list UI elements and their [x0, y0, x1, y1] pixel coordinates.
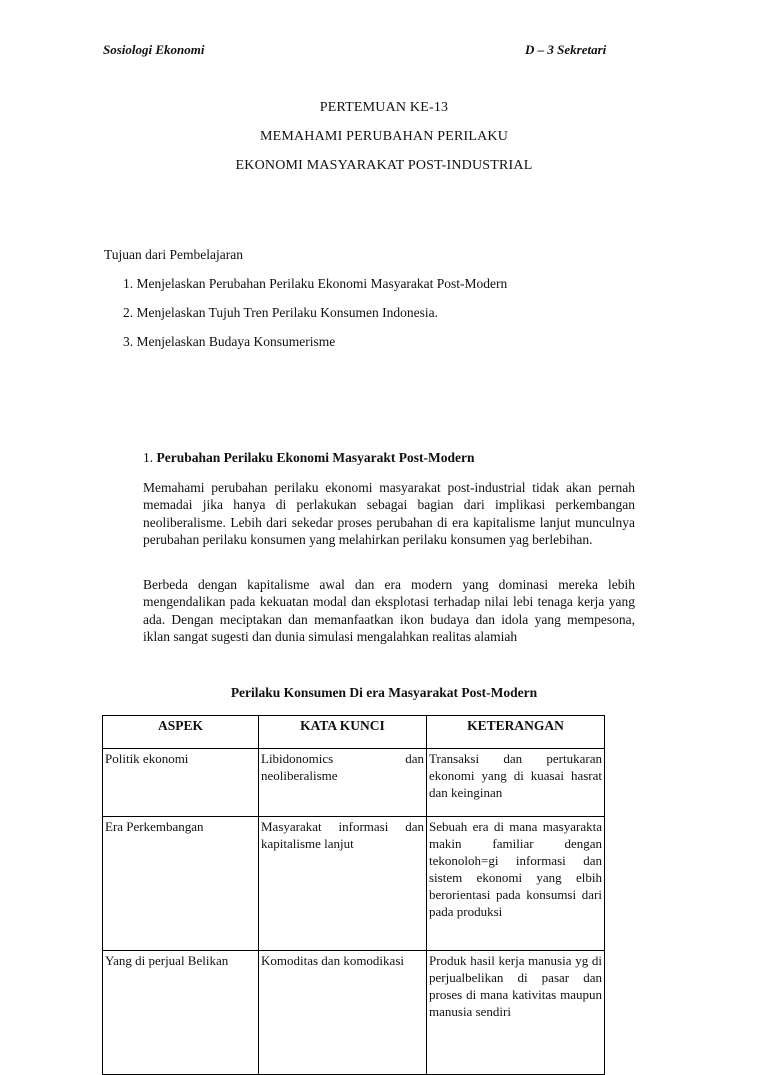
section-heading	[143, 450, 475, 466]
title-line-3: EKONOMI MASYARAKAT POST-INDUSTRIAL	[235, 158, 533, 173]
column-header-kata-kunci: KATA KUNCI	[259, 716, 427, 749]
title-meeting: PERTEMUAN KE-13	[319, 100, 449, 115]
column-header-keterangan: KETERANGAN	[427, 716, 605, 749]
section-paragraph: Memahami perubahan perilaku ekonomi masyarakat post-industrial tidak akan pernah memadai jika hanya di perlakukan sebagai bagian dari implikasi perkembangan neoliberalisme. Lebih dari sekedar proses perubahan di era kapitalisme lanjut munculnya perubahan perilaku konsumen yang melahirkan perilaku konsumen yag berlebihan.	[143, 480, 635, 548]
objective-item: 1. Menjelaskan Perubahan Perilaku Ekonomi Masyarakat Post-Modern	[123, 276, 508, 291]
cell-kata-kunci: Masyarakat informasi dan kapitalisme lanjut	[259, 817, 427, 951]
objective-item: 2. Menjelaskan Tujuh Tren Perilaku Konsumen Indonesia.	[123, 305, 438, 320]
cell-aspek: Era Perkembangan	[103, 817, 259, 951]
cell-keterangan: Produk hasil kerja manusia yg di perjualbelikan di pasar dan proses di mana kativitas maupun manusia sendiri	[427, 951, 605, 1075]
cell-kata-kunci: Libidonomics dan neoliberalisme	[259, 749, 427, 817]
header-program-name: D – 3 Sekretari	[525, 42, 607, 57]
section-paragraph: Berbeda dengan kapitalisme awal dan era modern yang dominasi mereka lebih mengendalikan pada kekuatan modal dan eksplotasi terhadap nilai lebi tenaga kerja yang ada. Dengan meciptakan dan memanfaatkan ikon budaya dan idola yang mempesona, iklan sangat sugesti dan dunia simulasi mengalahkan realitas alamiah	[143, 577, 635, 645]
header-course-name: Sosiologi Ekonomi	[103, 42, 205, 57]
table-row	[103, 951, 605, 1075]
table-caption: Perilaku Konsumen Di era Masyarakat Post-Modern	[230, 685, 538, 700]
cell-keterangan: Transaksi dan pertukaran ekonomi yang di kuasai hasrat dan keinginan	[427, 749, 605, 817]
cell-kata-kunci: Komoditas dan komodikasi	[259, 951, 427, 1075]
section-number: 1.	[143, 450, 157, 465]
table-row	[103, 749, 605, 817]
section-title: Perubahan Perilaku Ekonomi Masyarakt Post-Modern	[156, 450, 475, 465]
cell-keterangan: Sebuah era di mana masyarakta makin familiar dengan tekonoloh=gi informasi dan sistem ekonomi yang elbih berorientasi pada konsumsi dari pada produksi	[427, 817, 605, 951]
objective-item: 3. Menjelaskan Budaya Konsumerisme	[123, 334, 336, 349]
column-header-aspek: ASPEK	[103, 716, 259, 749]
cell-aspek: Yang di perjual Belikan	[103, 951, 259, 1075]
objectives-heading: Tujuan dari Pembelajaran	[104, 247, 243, 262]
consumer-behavior-table	[102, 715, 605, 1075]
table-row	[103, 817, 605, 951]
table-header-row	[103, 716, 605, 749]
title-line-2: MEMAHAMI PERUBAHAN PERILAKU	[259, 129, 509, 144]
cell-aspek: Politik ekonomi	[103, 749, 259, 817]
